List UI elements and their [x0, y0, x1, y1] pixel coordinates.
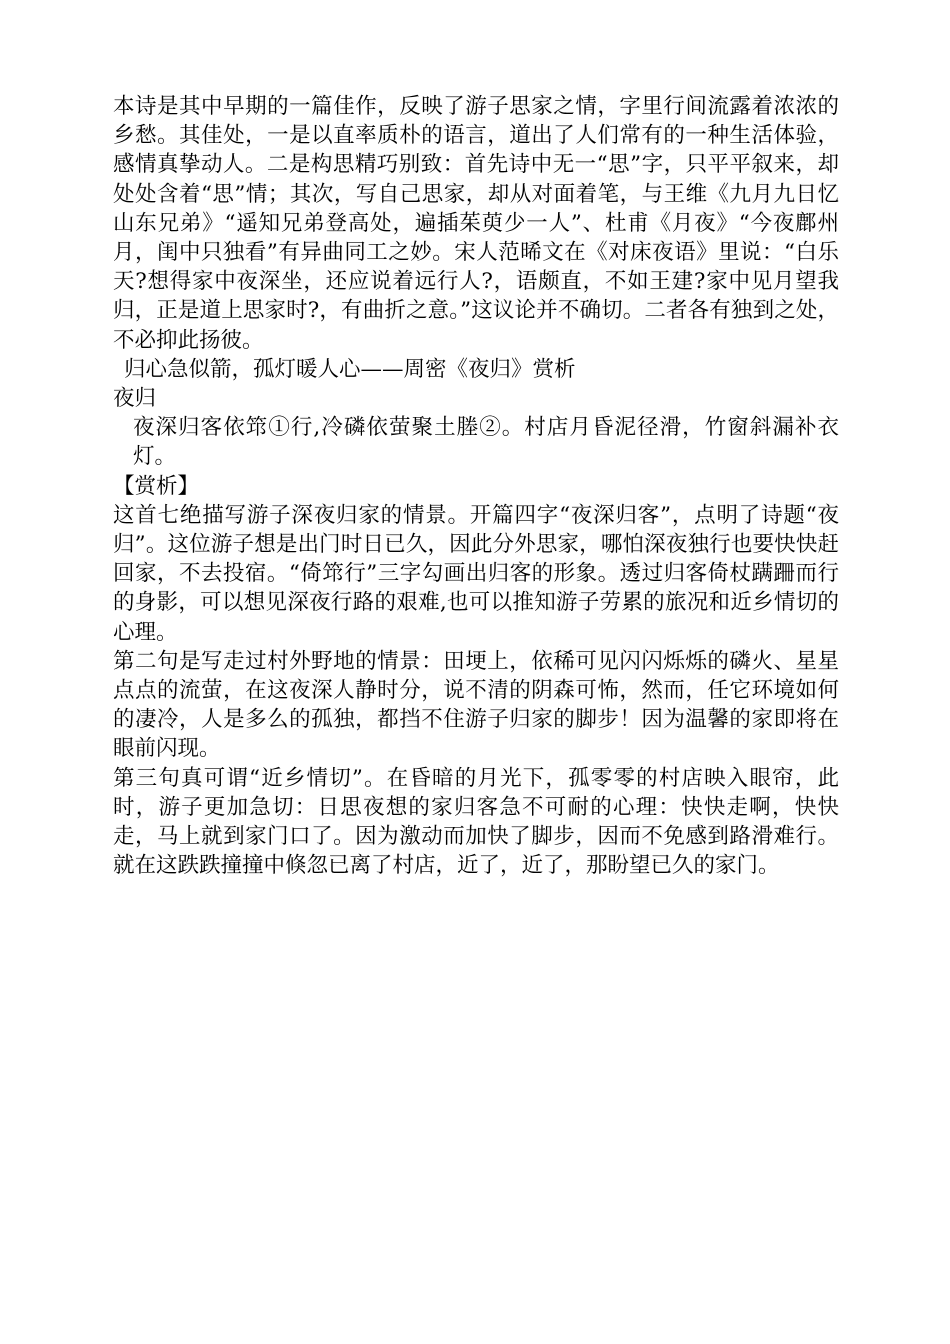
poem-title: 夜归 — [113, 386, 157, 412]
paragraph-analysis-3: 第三句真可谓“近乡情切”。在昏暗的月光下，孤零零的村店映入眼帘，此时，游子更加急切：日思夜想的家归客急不可耐的心理：快快走啊，快快走，马上就到家门口了。因为激动而加快了脚步，因而不免感到路滑难行。就在这跌跌撞撞中倏忽已离了村店，近了，近了，那盼望已久的家门。 — [113, 765, 839, 879]
poem-text: 夜深归客依筇①行,冷磷依萤聚土塍②。村店月昏泥径滑，竹窗斜漏补衣灯。 — [133, 415, 839, 470]
document-body — [113, 92, 839, 880]
appreciation-label: 【赏析】 — [113, 473, 200, 499]
section-heading: 归心急似箭，孤灯暖人心——周密《夜归》赏析 — [124, 356, 576, 382]
paragraph-commentary-intro: 本诗是其中早期的一篇佳作，反映了游子思家之情，字里行间流露着浓浓的乡愁。其佳处，一是以直率质朴的语言，道出了人们常有的一种生活体验，感情真挚动人。二是构思精巧别致：首先诗中无一“思”字，只平平叙来，却处处含着“思”情；其次，写自己思家，却从对面着笔，与王维《九月九日忆山东兄弟》“遥知兄弟登高处，遍插茱萸少一人”、杜甫《月夜》“今夜鄜州月，闺中只独看”有异曲同工之妙。宋人范晞文在《对床夜语》里说：“白乐天?想得家中夜深坐，还应说着远行人?，语颇直，不如王建?家中见月望我归，正是道上思家时?，有曲折之意。”这议论并不确切。二者各有独到之处，不必抑此扬彼。 — [113, 94, 839, 353]
paragraph-analysis-2: 第二句是写走过村外野地的情景：田埂上，依稀可见闪闪烁烁的磷火、星星点点的流萤，在这夜深人静时分，说不清的阴森可怖，然而，任它环境如何的凄冷，人是多么的孤独，都挡不住游子归家的脚步！因为温馨的家即将在眼前闪现。 — [113, 648, 839, 762]
paragraph-analysis-1: 这首七绝描写游子深夜归家的情景。开篇四字“夜深归客”，点明了诗题“夜归”。这位游子想是出门时日已久，因此分外思家，哪怕深夜独行也要快快赶回家，不去投宿。“倚筇行”三字勾画出归客的形象。透过归客倚杖蹒跚而行的身影，可以想见深夜行路的艰难,也可以推知游子劳累的旅况和近乡情切的心理。 — [113, 502, 839, 645]
